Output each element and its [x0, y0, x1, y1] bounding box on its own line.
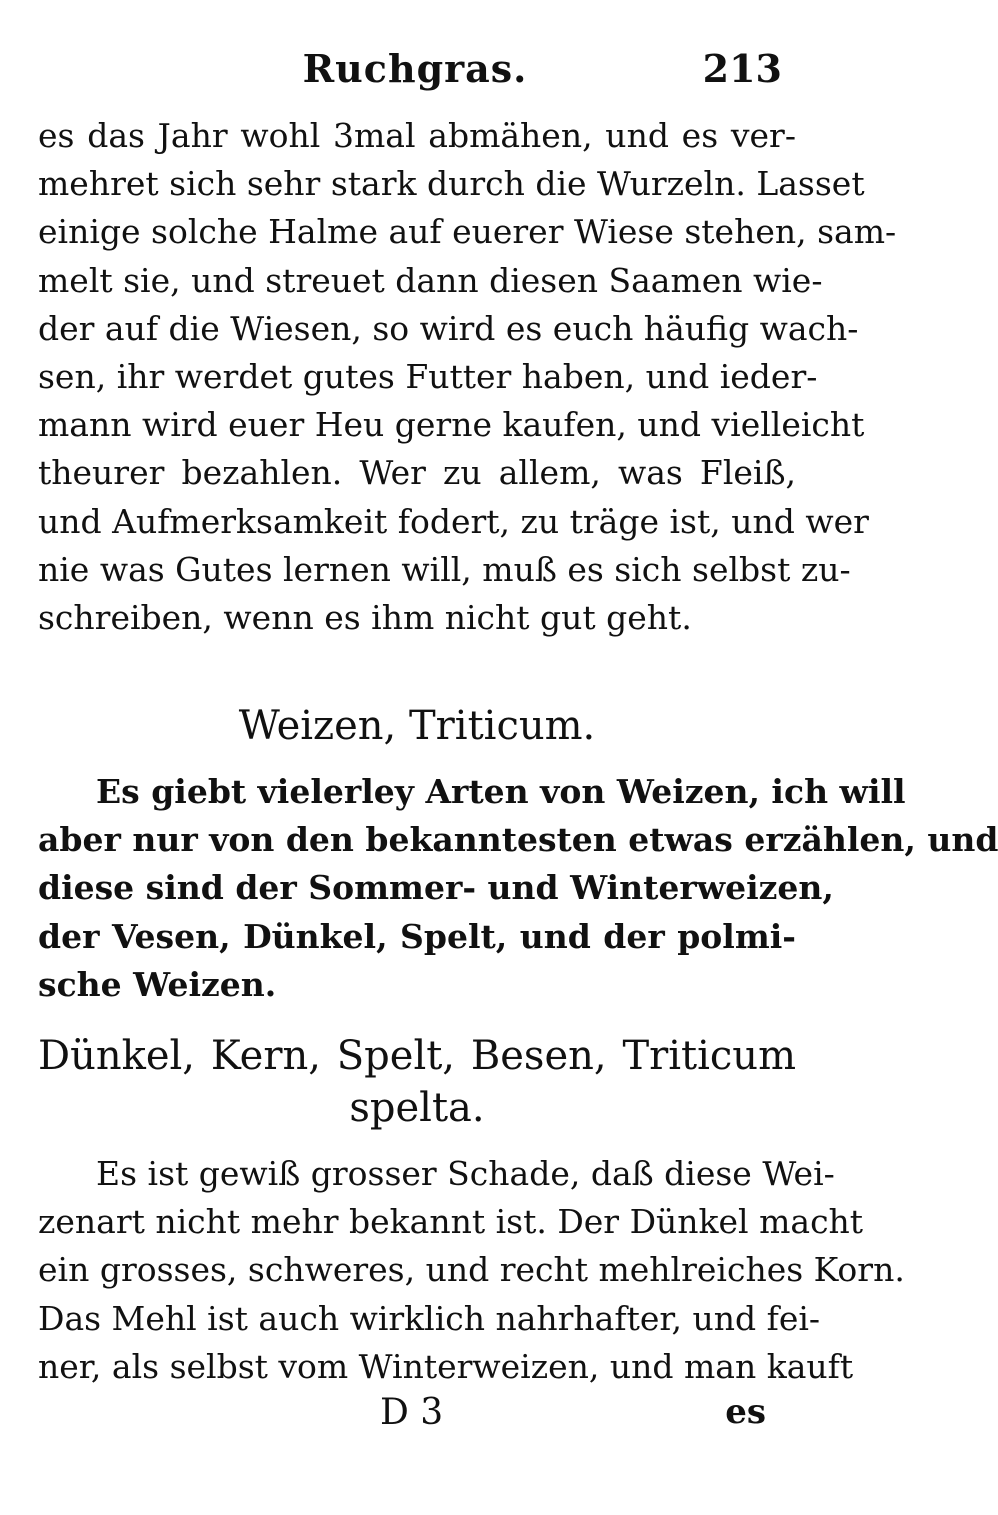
text-line: mann wird euer Heu gerne kaufen, und vielleicht: [38, 405, 865, 445]
text-line: Es ist gewiß grosser Schade, daß diese Wei-: [96, 1154, 835, 1193]
text-line: Das Mehl ist auch wirklich nahrhafter, und fei-: [38, 1298, 821, 1338]
paragraph-ruchgras-continuation: [38, 112, 897, 642]
text-line: sen, ihr werdet gutes Futter haben, und ieder-: [38, 357, 818, 397]
page-header: [40, 46, 790, 106]
catchword: es: [725, 1392, 766, 1432]
running-head: Ruchgras.: [302, 46, 528, 91]
section-heading-weizen: [38, 700, 796, 752]
text-line: sche Weizen.: [38, 964, 277, 1004]
text-line: schreiben, wenn es ihm nicht gut geht.: [38, 598, 692, 638]
page-footer: [40, 1392, 790, 1452]
heading-line: Dünkel, Kern, Spelt, Besen, Triticum: [38, 1033, 796, 1079]
text-line: und Aufmerksamkeit fodert, zu träge ist, und wer: [38, 501, 869, 541]
paragraph-weizen: [38, 768, 998, 1009]
paragraph-duenkel: [38, 1150, 905, 1391]
page-number: 213: [702, 46, 782, 91]
text-line: der auf die Wiesen, so wird es euch häufig wach-: [38, 308, 859, 348]
text-line: diese sind der Sommer- und Winterweizen,: [38, 868, 834, 908]
text-line: der Vesen, Dünkel, Spelt, und der polmi-: [38, 916, 796, 956]
text-line: zenart nicht mehr bekannt ist. Der Dünkel macht: [38, 1202, 864, 1242]
text-line: ein grosses, schweres, und recht mehlreiches Korn.: [38, 1250, 905, 1290]
text-line: nie was Gutes lernen will, muß es sich selbst zu-: [38, 549, 851, 589]
signature-mark: D 3: [380, 1392, 444, 1433]
text-line: theurer bezahlen. Wer zu allem, was Fleiß,: [38, 453, 796, 493]
text-line: Es giebt vielerley Arten von Weizen, ich will: [96, 772, 906, 811]
text-line: ner, als selbst vom Winterweizen, und man kauft: [38, 1346, 854, 1386]
heading-line: Weizen, Triticum.: [238, 703, 596, 749]
text-line: es das Jahr wohl 3mal abmähen, und es ver-: [38, 116, 796, 155]
text-line: einige solche Halme auf euerer Wiese stehen, sam-: [38, 212, 897, 252]
section-heading-duenkel: [38, 1030, 796, 1134]
text-line: mehret sich sehr stark durch die Wurzeln. Lasset: [38, 164, 865, 204]
text-line: melt sie, und streuet dann diesen Saamen wie-: [38, 260, 823, 300]
text-line: aber nur von den bekanntesten etwas erzählen, und: [38, 820, 998, 860]
heading-line: spelta.: [349, 1085, 485, 1131]
